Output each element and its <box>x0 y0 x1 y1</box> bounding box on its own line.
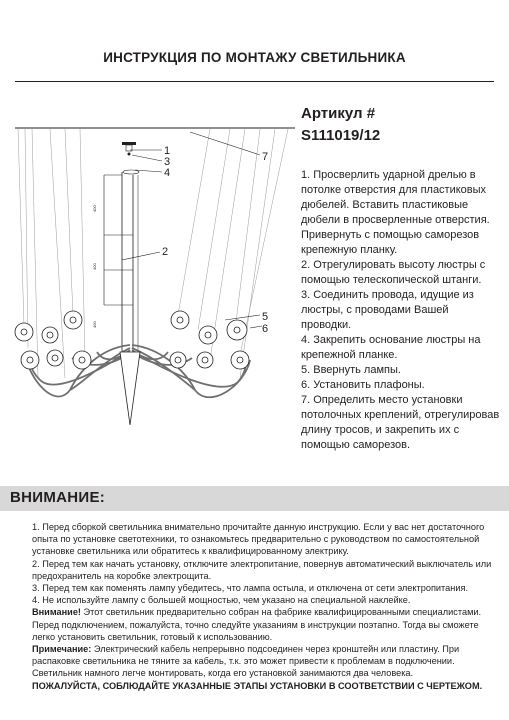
article-label: Артикул # <box>301 105 376 122</box>
dimension-label: 400 <box>92 205 97 212</box>
callout-label: 1 <box>164 145 171 157</box>
dimension-label: 400 <box>92 263 97 270</box>
mounting-plate <box>122 142 136 145</box>
step-item: 1. Просверлить ударной дрелью в потолке отверстия для пластиковых дюбелей. Вставить пластиковые дюбели в просверленные отверстия. Привернуть с помощью саморезов крепежную планку. <box>301 169 490 256</box>
callout-label: 2 <box>162 246 169 258</box>
attention-label: Внимание! <box>32 607 81 618</box>
dimension-label: 400 <box>92 321 97 328</box>
remark-label: Примечание: <box>32 644 92 655</box>
step-item: 2. Отрегулировать высоту люстры с помощью телескопической штанги. <box>301 259 486 286</box>
note-item: 3. Перед тем как поменять лампу убедитесь, что лампа остыла, и отключена от сети электропитания. <box>32 583 469 594</box>
callout-label: 4 <box>164 167 171 179</box>
step-item: 4. Закрепить основание люстры на крепежной планке. <box>301 334 481 361</box>
callout-label: 6 <box>262 323 269 335</box>
attention-text: Этот светильник предварительно собран на фабрике квалифицированными специалистами. Перед подключением, пожалуйста, точно следуйте указаниям в инструкции поэтапно. Тогда вы сможете легко установить светильник, готовый к использованию. <box>32 607 482 642</box>
step-item: 6. Установить плафоны. <box>301 379 425 391</box>
callout-label: 5 <box>262 311 269 323</box>
remark-text: Электрический кабель непрерывно подсоединен через кронштейн или пластину. При распаковке светильника не тяните за кабель, т.к. это может привести к проблемам в подключении. Светильник намного легче монтировать, когда его установкой занимаются два человека. <box>32 644 460 679</box>
warning-title: ВНИМАНИЕ: <box>10 489 106 506</box>
callout-label: 7 <box>262 151 269 163</box>
article-code: S111019/12 <box>301 127 381 144</box>
remark-note <box>32 643 502 680</box>
safety-notes <box>32 521 502 692</box>
step-item: 7. Определить место установки потолочных креплений, отрегулировав длину тросов, и закрепить их с помощью саморезов. <box>301 394 500 451</box>
note-item: 1. Перед сборкой светильника внимательно прочитайте данную инструкцию. Если у вас нет достаточного опыта по установке светотехники, то ознакомьтесь предварительно с руководством по самостоятельной установке светильника или обратитесь к квалифицированному электрику. <box>32 522 485 557</box>
canopy-cup <box>123 170 139 174</box>
screw <box>128 153 131 156</box>
final-note: ПОЖАЛУЙСТА, СОБЛЮДАЙТЕ УКАЗАННЫЕ ЭТАПЫ УСТАНОВКИ В СООТВЕТСТВИИ С ЧЕРТЕЖОМ. <box>32 680 483 691</box>
chandelier-diagram <box>10 120 295 450</box>
attention-note <box>32 606 502 643</box>
callout-label: 3 <box>164 156 171 168</box>
callout-leaders <box>122 132 262 328</box>
note-item: 2. Перед тем как начать установку, отключите электропитание, повернув автоматический выключатель или предохранитель на коробке электрощита. <box>32 558 492 581</box>
note-item: 4. Не используйте лампу с большей мощностью, чем указано на специальной наклейке. <box>32 595 411 606</box>
page-title: ИНСТРУКЦИЯ ПО МОНТАЖУ СВЕТИЛЬНИКА <box>103 50 406 65</box>
installation-steps <box>301 168 501 453</box>
chandelier-body <box>120 352 140 425</box>
step-item: 5. Ввернуть лампы. <box>301 364 401 376</box>
step-item: 3. Соединить провода, идущие из люстры, с проводами Вашей проводки. <box>301 289 474 331</box>
title-divider <box>15 81 494 82</box>
